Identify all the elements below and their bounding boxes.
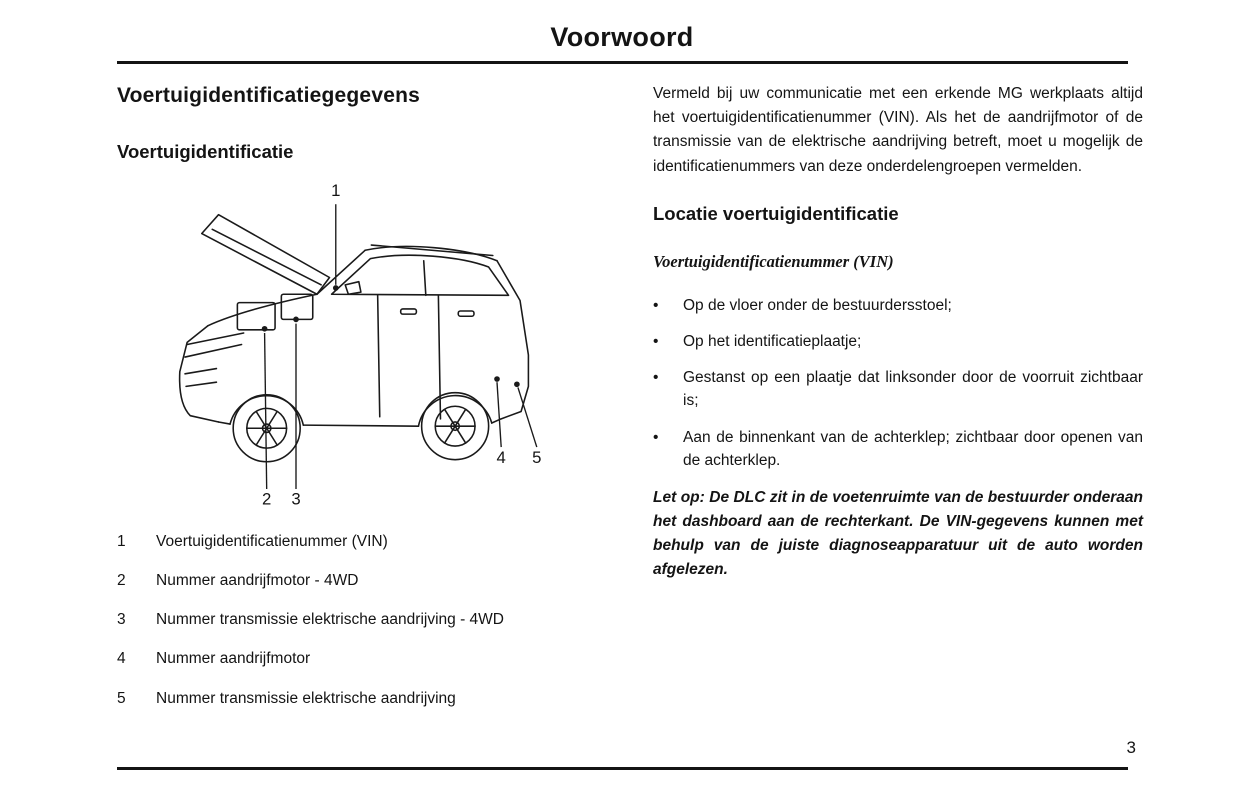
page-number: 3 — [1126, 738, 1136, 757]
car-outline — [180, 215, 529, 462]
legend-label: Nummer transmissie elektrische aandrijving — [156, 689, 456, 707]
location-section-title: Locatie voertuigidentificatie — [653, 202, 899, 224]
footer-rule — [117, 767, 1128, 770]
callout-label-5: 5 — [532, 447, 542, 467]
legend-number: 2 — [117, 572, 126, 590]
callout-label-3: 3 — [291, 489, 301, 509]
page-title: Voorwoord — [550, 22, 694, 52]
legend-number: 3 — [117, 611, 126, 629]
legend-item — [117, 689, 599, 709]
legend-item — [117, 610, 599, 630]
vin-location-list — [653, 294, 1143, 473]
vehicle-id-subsection-title: Voertuigidentificatie — [117, 141, 294, 162]
legend-label: Nummer transmissie elektrische aandrijving - 4WD — [156, 611, 504, 629]
bullet-item — [653, 426, 1143, 473]
figure-legend — [117, 532, 599, 709]
callout-label-4: 4 — [496, 447, 506, 467]
legend-item — [117, 571, 599, 591]
bullet-icon: • — [653, 332, 659, 350]
bullet-icon: • — [653, 369, 659, 387]
bullet-text: Gestanst op een plaatje dat linksonder door de voorruit zichtbaar is; — [683, 369, 1143, 410]
legend-item — [117, 532, 599, 552]
car-identification-figure — [143, 177, 599, 512]
bullet-icon: • — [653, 428, 659, 446]
legend-label: Nummer aandrijfmotor - 4WD — [156, 572, 359, 590]
bullet-text: Op de vloer onder de bestuurdersstoel; — [683, 296, 952, 314]
legend-item — [117, 649, 599, 669]
callout-dots — [262, 285, 520, 387]
legend-label: Voertuigidentificatienummer (VIN) — [156, 533, 388, 550]
car-diagram — [143, 177, 583, 512]
header-rule — [117, 61, 1128, 64]
right-column — [653, 78, 1143, 728]
vehicle-id-section-title: Voertuigidentificatiegegevens — [117, 84, 420, 107]
callout-label-1: 1 — [331, 180, 341, 200]
left-column — [117, 78, 599, 728]
vin-subsection-title: Voertuigidentificatienummer (VIN) — [653, 251, 894, 271]
bullet-item — [653, 330, 1143, 353]
page-content — [117, 78, 1143, 728]
bullet-item — [653, 366, 1143, 413]
callout-label-2: 2 — [262, 489, 272, 509]
intro-paragraph: Vermeld bij uw communicatie met een erkende MG werkplaats altijd het voertuigidentificatienummer (VIN). Als het de aandrijfmotor of de transmissie van de elektrische aandrijving betreft, moet u mogelijk de identificatienummers van deze onderdelengroepen vermelden. — [653, 85, 1143, 175]
legend-label: Nummer aandrijfmotor — [156, 650, 311, 668]
note-text: Let op: De DLC zit in de voetenruimte van de bestuurder onderaan het dashboard aan de rechterkant. De VIN-gegevens kunnen met behulp van de juiste diagnoseapparatuur uit de auto worden afgelezen. — [653, 489, 1143, 579]
legend-number: 5 — [117, 689, 126, 707]
bullet-item — [653, 294, 1143, 317]
bullet-icon: • — [653, 296, 659, 314]
bullet-text: Aan de binnenkant van de achterklep; zichtbaar door openen van de achterklep. — [683, 428, 1143, 469]
legend-number: 4 — [117, 650, 126, 668]
bullet-text: Op het identificatieplaatje; — [683, 332, 862, 350]
legend-number: 1 — [117, 533, 126, 550]
